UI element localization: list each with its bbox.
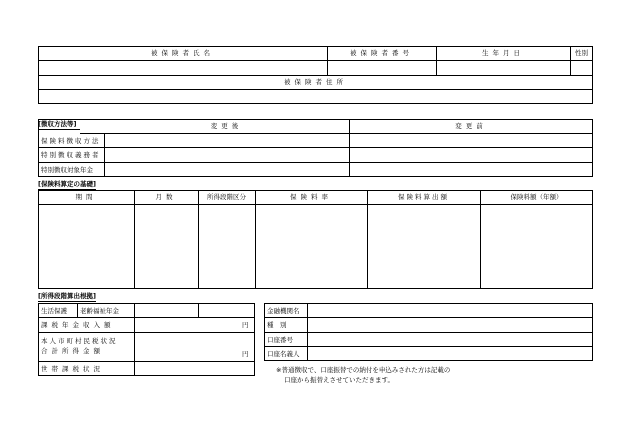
collection-label-divider [104,133,105,177]
basis-col-divider-1 [134,190,135,289]
insured-address-header: 被保険者住所 [284,78,347,86]
income-title-underline [38,301,96,302]
account-holder-label: 口座名義人 [267,350,300,358]
pension-income-label: 課税年金収入額 [41,321,115,329]
period-header: 期間 [75,193,97,201]
basis-col-divider-5 [480,190,481,289]
months-header: 月数 [155,193,177,201]
bank-note-line-2: 口座から振替えさせていただきます。 [284,376,394,384]
birth-date-header: 生年月日 [482,49,524,57]
household-tax-label: 世帯課税状況 [41,365,104,373]
bank-label-divider [307,303,308,361]
income-welfare-value-divider [198,303,199,317]
bank-row-divider-3 [264,346,593,347]
basis-section-title: [保険料算定の基礎] [38,180,96,188]
premium-rate-header: 保険料率 [290,193,332,201]
basis-col-divider-3 [255,190,256,289]
account-number-label: 口座番号 [267,336,293,344]
total-income-label: 合計所得金額 [41,347,104,355]
income-row-divider-1 [38,317,255,318]
collection-section-title: [徴収方法等] [38,120,77,128]
special-collector-label: 特別徴収義務者 [41,151,101,159]
insured-header-divider [38,60,593,61]
income-row-divider-3 [38,361,255,362]
insured-number-header: 被保険者番号 [350,49,413,57]
special-pension-label: 特別徴収対象年金 [41,166,93,174]
account-type-label: 種 別 [267,321,287,329]
pension-income-yen: 円 [242,321,249,329]
income-welfare-divider [77,303,78,317]
collection-header-divider [80,133,593,134]
income-label-divider-top [134,303,135,317]
collection-row-divider-1 [38,147,593,148]
insured-name-header: 被保険者氏名 [151,49,214,57]
municipal-tax-label: 本人市町村民税状況 [41,337,118,345]
old-age-pension-label: 老齢福祉年金 [80,307,119,315]
income-label-divider [134,317,135,376]
basis-header-divider [38,204,593,205]
premium-calc-header: 保険料算出額 [398,193,449,201]
bank-note-line-1: ※普通徴収で、口座振替での納付を申込みされた方は記載の [276,366,451,374]
total-income-yen: 円 [242,350,249,358]
basis-col-divider-4 [367,190,368,289]
basis-col-divider-2 [198,190,199,289]
insured-row-divider [38,75,593,76]
income-class-header: 所得段階区分 [207,193,246,201]
welfare-label: 生活保護 [41,307,67,315]
insured-address-divider [38,89,593,90]
income-section-title: [所得段階算出根拠] [38,292,96,300]
bank-institution-label: 金融機関名 [267,307,300,315]
collection-method-label: 保険料徴収方法 [41,137,101,145]
collection-row-divider-2 [38,162,593,163]
collection-before-header: 変更前 [455,122,487,130]
collection-after-header: 変更後 [210,122,243,130]
bank-row-divider-1 [264,317,593,318]
bank-row-divider-2 [264,332,593,333]
income-row-divider-2 [38,332,255,333]
annual-premium-header: 保険料額（年額） [510,193,563,201]
sex-header: 性別 [575,49,588,57]
